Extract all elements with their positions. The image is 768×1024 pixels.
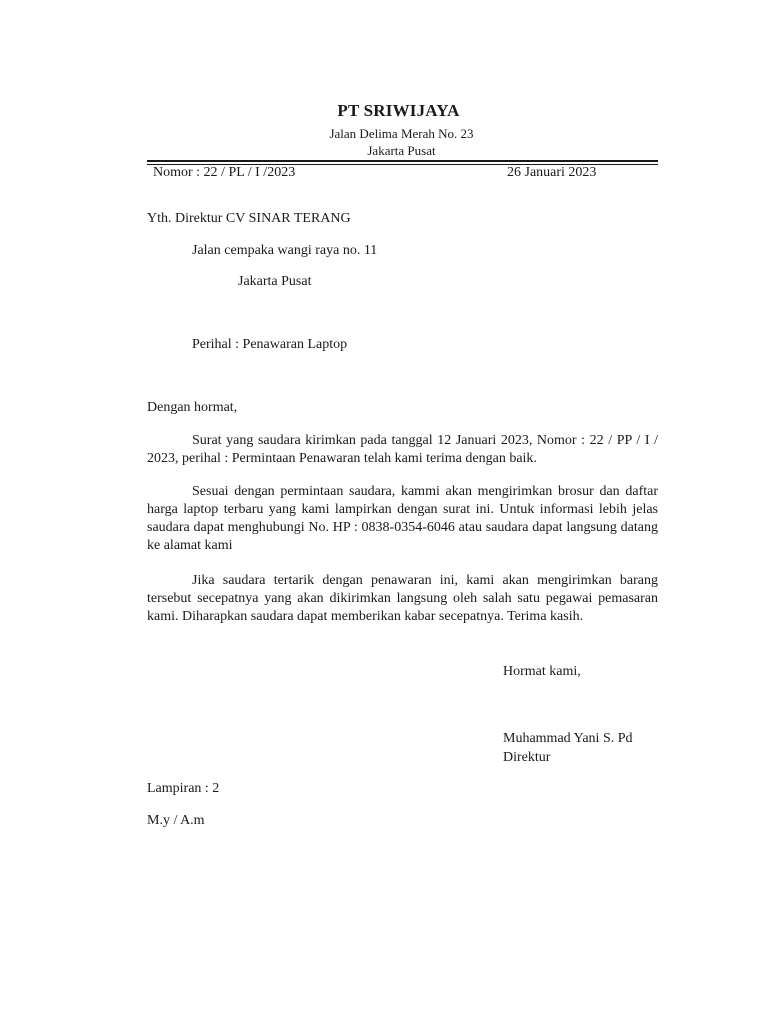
- body-paragraph: Surat yang saudara kirimkan pada tanggal 12 Januari 2023, Nomor : 22 / PP / I / 2023, perihal : Permintaan Penawaran telah kami terima dengan baik.: [147, 433, 658, 466]
- company-address-city: Jakarta Pusat: [367, 143, 436, 158]
- recipient-street: Jalan cempaka wangi raya no. 11: [192, 243, 378, 258]
- company-address-street: Jalan Delima Merah No. 23: [329, 126, 474, 141]
- letter-number: Nomor : 22 / PL / I /2023: [153, 165, 296, 180]
- attachment-count: Lampiran : 2: [147, 781, 220, 796]
- letterhead-rule-thick: [147, 160, 658, 162]
- company-name: PT SRIWIJAYA: [337, 101, 460, 120]
- reference-initials: M.y / A.m: [147, 813, 205, 828]
- body-paragraph: Jika saudara tertarik dengan penawaran ini, kami akan mengirimkan barang tersebut secepatnya yang akan dikirimkan langsung oleh salah satu pegawai pemasaran kami. Diharapkan saudara dapat memberikan kabar secepatnya. Terima kasih.: [147, 573, 658, 624]
- letter-subject: Perihal : Penawaran Laptop: [192, 337, 348, 352]
- closing-regards: Hormat kami,: [503, 664, 581, 679]
- salutation: Dengan hormat,: [147, 400, 238, 415]
- recipient-name: Yth. Direktur CV SINAR TERANG: [147, 211, 351, 226]
- recipient-city: Jakarta Pusat: [238, 274, 312, 289]
- signer-title: Direktur: [503, 750, 551, 765]
- letter-date: 26 Januari 2023: [507, 165, 597, 180]
- signer-name: Muhammad Yani S. Pd: [503, 731, 633, 746]
- body-paragraph: Sesuai dengan permintaan saudara, kammi akan mengirimkan brosur dan daftar harga laptop terbaru yang kami lampirkan dengan surat ini. Untuk informasi lebih jelas saudara dapat menghubungi No. HP : 0838-0354-6046 atau saudara dapat langsung datang ke alamat kami: [147, 484, 658, 553]
